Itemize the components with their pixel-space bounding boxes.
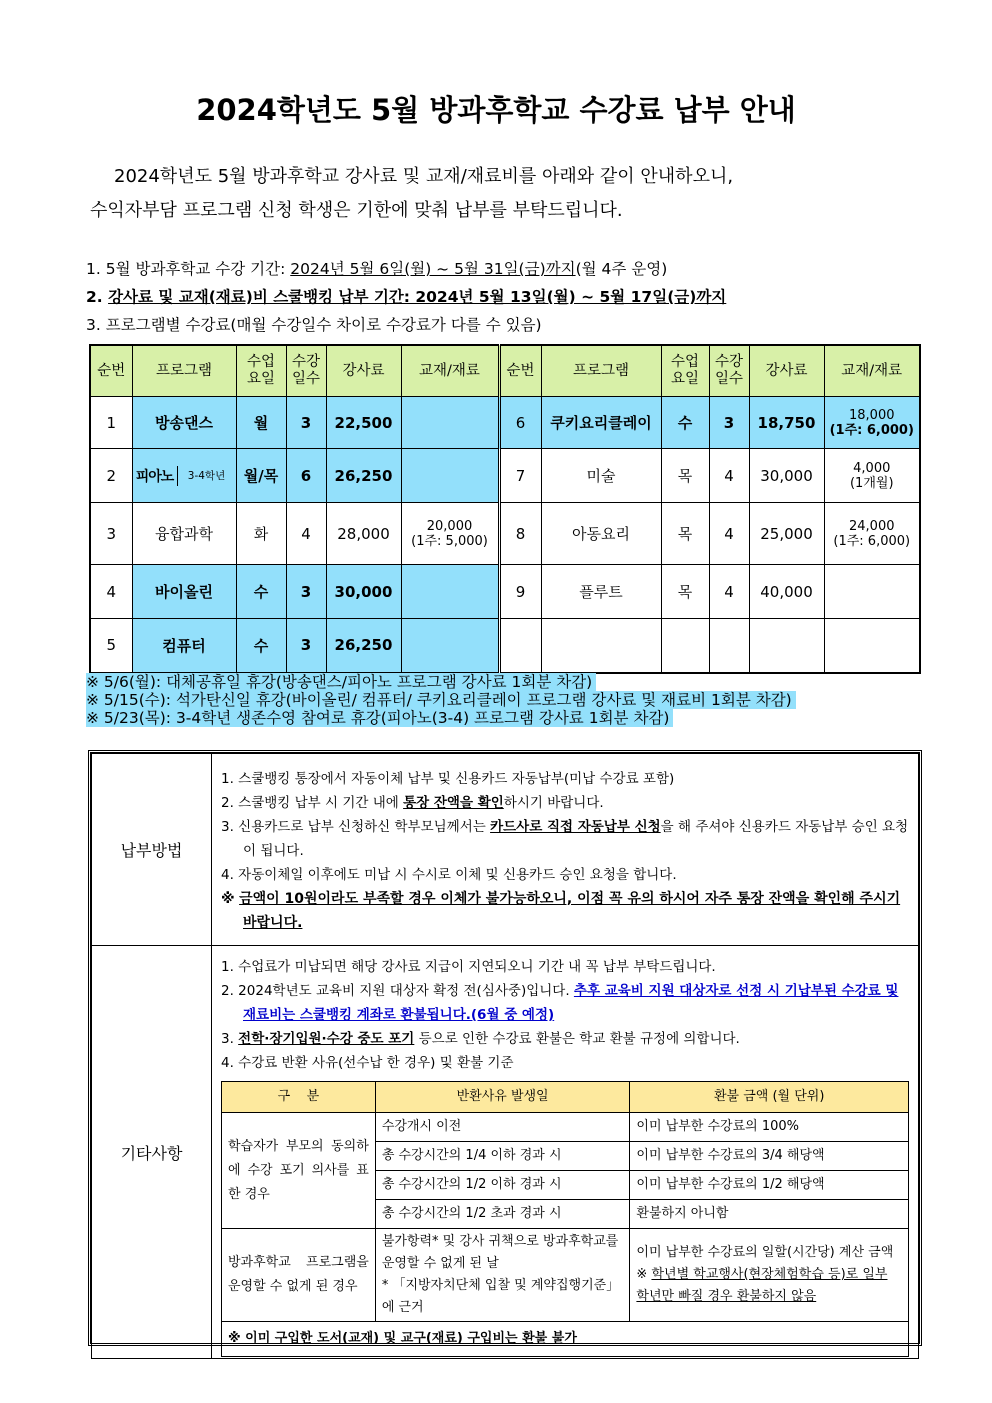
payment-item-4: 4. 자동이체일 이후에도 미납 시 수시로 이체 및 신용카드 승인 요청을 합니다.: [221, 867, 677, 883]
header-day-line2: 요일: [246, 371, 275, 387]
program-count: 6: [286, 449, 326, 503]
program-material: [824, 619, 920, 673]
refund-when-note: * 「지방자치단체 입찰 및 계약집행기준」에 근거: [381, 1278, 620, 1315]
program-count: 4: [709, 565, 749, 619]
payment-method-row: [92, 754, 919, 946]
other-item-1: 1. 수업료가 미납되면 해당 강사료 지급이 지연되오니 기간 내 꼭 납부 부탁드립니다.: [221, 959, 716, 975]
intro-line-2: 수익자부담 프로그램 신청 학생은 기한에 맞춰 납부를 부탁드립니다.: [90, 200, 623, 221]
header-material: 교재/재료: [401, 345, 499, 397]
program-fee: 28,000: [326, 503, 401, 565]
refund-amount: 환불하지 아니함: [630, 1200, 909, 1229]
other-item-3-a: 3.: [221, 1031, 239, 1047]
row-no: 5: [90, 619, 132, 673]
other-item-2-a: 2. 2024학년도 교육비 지원 대상자 확정 전(심사중)입니다.: [221, 983, 574, 999]
refund-header: [222, 1082, 909, 1113]
header-material-right: 교재/재료: [824, 345, 920, 397]
material-note: (1개월): [849, 475, 894, 491]
info-table: [91, 753, 919, 1359]
program-day: 수: [236, 619, 286, 673]
program-name: [132, 449, 236, 503]
holiday-note: ※ 5/6(월): 대체공휴일 휴강(방송댄스/피아노 프로그램 강사료 1회분 차감): [86, 673, 596, 691]
refund-amount: [630, 1229, 909, 1322]
row-no: 3: [90, 503, 132, 565]
material-note: (1주: 6,000): [833, 533, 911, 549]
table-row: [90, 449, 920, 503]
refund-row: [222, 1113, 909, 1142]
other-item-4: 4. 수강료 반환 사유(선수납 한 경우) 및 환불 기준: [221, 1055, 514, 1071]
refund-table: [221, 1081, 909, 1357]
row-no: 7: [499, 449, 541, 503]
row-no: 6: [499, 397, 541, 449]
header-fee-right: 강사료: [749, 345, 824, 397]
program-name: 아동요리: [541, 503, 661, 565]
note-1-prefix: 1. 5월 방과후학교 수강 기간:: [86, 260, 291, 278]
program-material: [824, 397, 920, 449]
header-program: 프로그램: [132, 345, 236, 397]
program-material: [824, 503, 920, 565]
program-name-main: 피아노: [133, 466, 178, 486]
page-title: 2024학년도 5월 방과후학교 수강료 납부 안내: [196, 93, 796, 127]
refund-amount: 이미 납부한 수강료의 100%: [630, 1113, 909, 1142]
header-fee: 강사료: [326, 345, 401, 397]
fee-table: [89, 344, 921, 674]
reference-mark-icon: ※: [221, 891, 235, 907]
payment-item-2-a: 2. 스쿨뱅킹 납부 시 기간 내에: [221, 795, 404, 811]
program-count: [709, 619, 749, 673]
program-name: 컴퓨터: [132, 619, 236, 673]
refund-amount: 이미 납부한 수강료의 3/4 해당액: [630, 1142, 909, 1171]
holiday-notes: [86, 673, 796, 727]
row-no: 2: [90, 449, 132, 503]
program-material: [401, 619, 499, 673]
program-name: 바이올린: [132, 565, 236, 619]
fee-table-header: [90, 345, 920, 397]
program-day: 월: [236, 397, 286, 449]
refund-when: 총 수강시간의 1/4 이하 경과 시: [375, 1142, 630, 1171]
program-count: 3: [286, 619, 326, 673]
program-count: 4: [709, 503, 749, 565]
header-day-right: [661, 345, 709, 397]
header-count-line1: 수강: [291, 354, 320, 370]
material-amount: 4,000: [853, 460, 891, 476]
program-day: 목: [661, 449, 709, 503]
row-no: 9: [499, 565, 541, 619]
reference-mark-icon: ※: [636, 1267, 648, 1282]
header-count-line2: 일수: [291, 371, 320, 387]
table-row: [90, 565, 920, 619]
payment-item-2-c: 하시기 바랍니다.: [503, 795, 604, 811]
program-fee: 26,250: [326, 449, 401, 503]
other-notes-content: [212, 946, 919, 1359]
program-material: [401, 397, 499, 449]
intro-paragraph: [90, 160, 920, 228]
notes-list: [86, 255, 726, 339]
program-day: 화: [236, 503, 286, 565]
program-name: 융합과학: [132, 503, 236, 565]
program-count: 4: [286, 503, 326, 565]
header-no-right: 순번: [499, 345, 541, 397]
row-no: 8: [499, 503, 541, 565]
row-no: [499, 619, 541, 673]
table-row: [90, 503, 920, 565]
refund-row: [222, 1229, 909, 1322]
material-amount: 24,000: [849, 518, 895, 534]
program-material: [824, 449, 920, 503]
program-fee: 18,750: [749, 397, 824, 449]
note-2-text: 강사료 및 교재(재료)비 스쿨뱅킹 납부 기간: 2024년 5월 13일(월) ~ 5월 17일(금)까지: [108, 288, 727, 306]
refund-amount-note: 학년별 학교행사(현장체험학습 등)로 일부 학년만 빠질 경우 환불하지 않음: [636, 1267, 888, 1304]
info-box: [88, 750, 922, 1346]
program-fee: [749, 619, 824, 673]
program-name: 미술: [541, 449, 661, 503]
header-count: [286, 345, 326, 397]
header-day: [236, 345, 286, 397]
table-row: [90, 397, 920, 449]
other-item-3-c: 등으로 인한 수강료 환불은 학교 환불 규정에 의합니다.: [414, 1031, 740, 1047]
program-material: [401, 565, 499, 619]
holiday-note: ※ 5/23(목): 3-4학년 생존수영 참여로 휴강(피아노(3-4) 프로그램 강사료 1회분 차감): [86, 709, 673, 727]
program-fee: 26,250: [326, 619, 401, 673]
program-name-sub: 3-4학년: [187, 470, 226, 482]
refund-when: 총 수강시간의 1/2 초과 경과 시: [375, 1200, 630, 1229]
program-day: [661, 619, 709, 673]
note-2: [86, 283, 726, 311]
payment-item-2-emphasis: 통장 잔액을 확인: [403, 795, 504, 811]
program-name: 쿠키요리클레이: [541, 397, 661, 449]
header-day-line2: 요일: [670, 371, 699, 387]
refund-header-amount: 환불 금액 (월 단위): [630, 1082, 909, 1113]
note-3: 3. 프로그램별 수강료(매월 수강일수 차이로 수강료가 다를 수 있음): [86, 316, 542, 334]
payment-method-content: [212, 754, 919, 946]
program-fee: 30,000: [749, 449, 824, 503]
program-count: 3: [286, 565, 326, 619]
header-program-right: 프로그램: [541, 345, 661, 397]
header-no: 순번: [90, 345, 132, 397]
refund-header-when: 반환사유 발생일: [375, 1082, 630, 1113]
header-day-line1: 수업: [670, 354, 699, 370]
program-day: 수: [236, 565, 286, 619]
payment-item-3: [221, 815, 909, 863]
intro-line-1: 2024학년도 5월 방과후학교 강사료 및 교재/재료비를 아래와 같이 안내하오니,: [114, 166, 734, 187]
refund-header-category: 구 분: [222, 1082, 376, 1113]
payment-item-3-c: 을 해 주셔야 신용카드 자동납부 승인 요청이 됩니다.: [243, 819, 909, 859]
other-item-3: [221, 1027, 909, 1051]
header-count-line1: 수강: [714, 354, 743, 370]
payment-item-3-emphasis: 카드사로 직접 자동납부 신청: [490, 819, 661, 835]
refund-when-text: 불가항력* 및 강사 귀책으로 방과후학교를 운영할 수 없게 된 날: [381, 1234, 619, 1271]
header-count-line2: 일수: [714, 371, 743, 387]
program-name: 플루트: [541, 565, 661, 619]
payment-item-3-a: 3. 신용카드로 납부 신청하신 학부모님께서는: [221, 819, 491, 835]
material-note: (1주: 5,000): [411, 533, 488, 549]
program-material: [824, 565, 920, 619]
material-amount: 18,000: [849, 407, 895, 423]
other-notes-row: [92, 946, 919, 1359]
program-day: 월/목: [236, 449, 286, 503]
header-day-line1: 수업: [246, 354, 275, 370]
program-count: 3: [709, 397, 749, 449]
note-1: [86, 255, 726, 283]
program-name: 방송댄스: [132, 397, 236, 449]
refund-group-label: 방과후학교 프로그램을 운영할 수 없게 된 경우: [222, 1229, 376, 1322]
payment-item-1: 1. 스쿨뱅킹 통장에서 자동이체 납부 및 신용카드 자동납부(미납 수강료 포함): [221, 771, 675, 787]
note-1-period: 2024년 5월 6일(월) ~ 5월 31일(금)까지: [290, 260, 576, 278]
program-fee: 30,000: [326, 565, 401, 619]
payment-warning: [221, 887, 909, 935]
header-count-right: [709, 345, 749, 397]
note-1-suffix: (월 4주 운영): [575, 260, 668, 278]
refund-when: [375, 1229, 630, 1322]
payment-method-label: 납부방법: [92, 754, 212, 946]
refund-group-label: 학습자가 부모의 동의하에 수강 포기 의사를 표한 경우: [222, 1113, 376, 1229]
refund-footer-row: [222, 1322, 909, 1357]
program-count: 4: [709, 449, 749, 503]
program-fee: 22,500: [326, 397, 401, 449]
row-no: 4: [90, 565, 132, 619]
refund-footer: ※ 이미 구입한 도서(교재) 및 교구(재료) 구입비는 환불 불가: [222, 1322, 909, 1357]
refund-when: 총 수강시간의 1/2 이하 경과 시: [375, 1171, 630, 1200]
program-material: [401, 449, 499, 503]
table-row: [90, 619, 920, 673]
material-amount: 20,000: [426, 518, 473, 534]
program-day: 목: [661, 565, 709, 619]
refund-amount: 이미 납부한 수강료의 1/2 해당액: [630, 1171, 909, 1200]
payment-item-2: [221, 791, 909, 815]
program-fee: 40,000: [749, 565, 824, 619]
other-item-3-emphasis: 전학·장기입원·수강 중도 포기: [238, 1031, 415, 1047]
program-material: [401, 503, 499, 565]
program-fee: 25,000: [749, 503, 824, 565]
payment-warning-text: 금액이 10원이라도 부족할 경우 이체가 불가능하오니, 이점 꼭 유의 하시어 자주 통장 잔액을 확인해 주시기 바랍니다.: [239, 891, 901, 931]
note-2-prefix: 2.: [86, 288, 109, 306]
holiday-note: ※ 5/15(수): 석가탄신일 휴강(바이올린/ 컴퓨터/ 쿠키요리클레이 프로그램 강사료 및 재료비 1회분 차감): [86, 691, 796, 709]
row-no: 1: [90, 397, 132, 449]
other-item-2: [221, 979, 909, 1027]
other-notes-label: 기타사항: [92, 946, 212, 1359]
material-note: (1주: 6,000): [829, 422, 914, 438]
program-name: [541, 619, 661, 673]
program-count: 3: [286, 397, 326, 449]
refund-when: 수강개시 이전: [375, 1113, 630, 1142]
refund-amount-text: 이미 납부한 수강료의 일할(시간당) 계산 금액: [636, 1245, 894, 1260]
program-day: 수: [661, 397, 709, 449]
other-item-2-emphasis: 추후 교육비 지원 대상자로 선정 시 기납부된 수강료 및 재료비는 스쿨뱅킹 계좌로 환불됩니다.(6월 중 예정): [243, 983, 899, 1023]
program-day: 목: [661, 503, 709, 565]
